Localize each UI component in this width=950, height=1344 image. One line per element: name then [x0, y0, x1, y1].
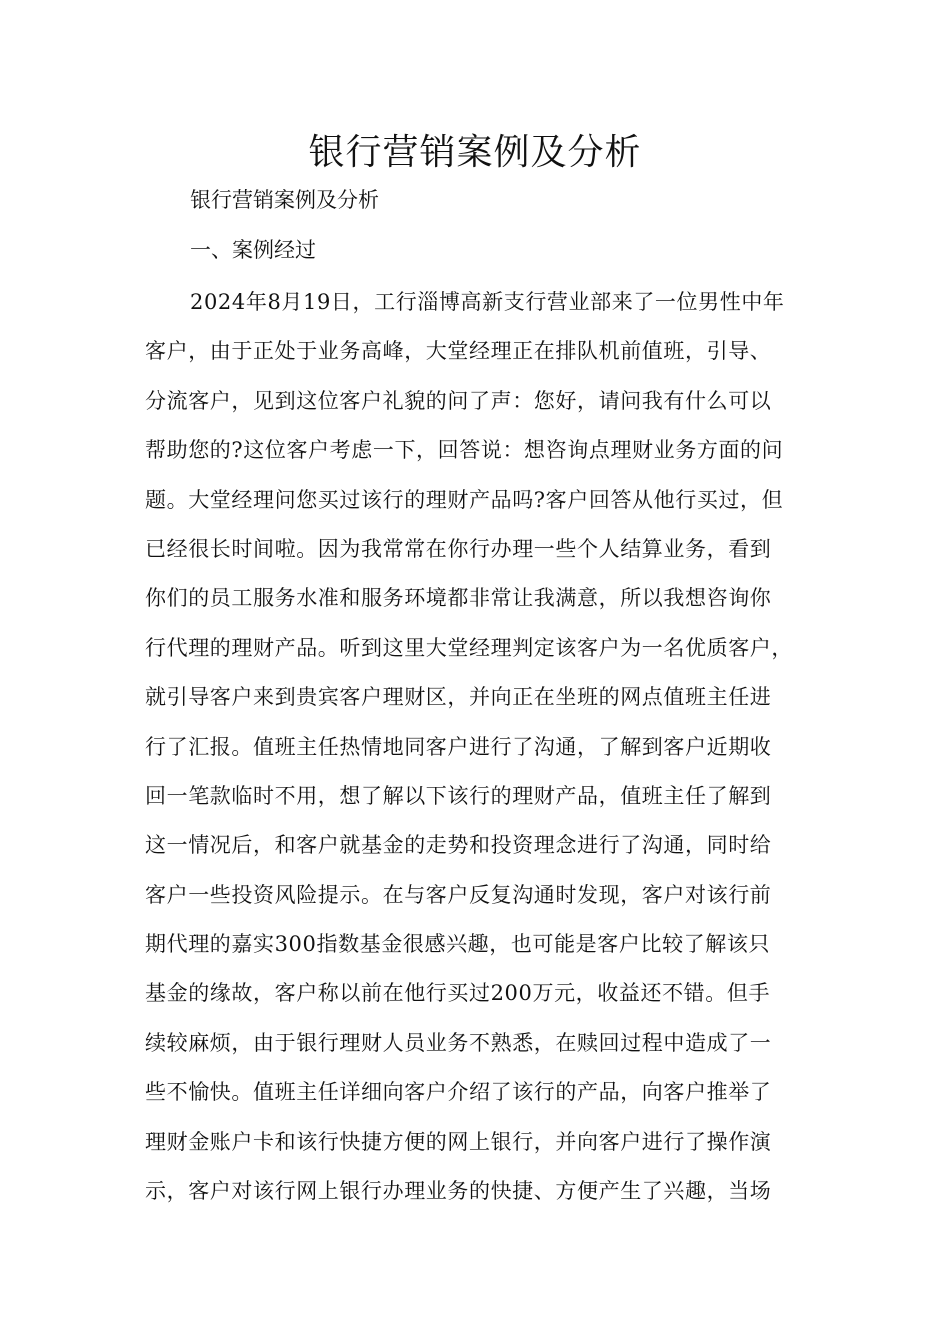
page-title: 银行营销案例及分析	[308, 132, 642, 173]
body-line: 帮助您的?这位客户考虑一下，回答说：想咨询点理财业务方面的问	[145, 438, 784, 463]
body-line: 这一情况后，和客户就基金的走势和投资理念进行了沟通，同时给	[145, 833, 772, 858]
body-line: 理财金账户卡和该行快捷方便的网上银行，并向客户进行了操作演	[145, 1129, 772, 1154]
body-line: 题。大堂经理问您买过该行的理财产品吗?客户回答从他行买过，但	[145, 487, 784, 512]
body-line: 客户，由于正处于业务高峰，大堂经理正在排队机前值班，引导、	[145, 339, 772, 364]
body-line: 分流客户，见到这位客户礼貌的问了声：您好，请问我有什么可以	[145, 388, 772, 413]
body-line: 就引导客户来到贵宾客户理财区，并向正在坐班的网点值班主任进	[145, 685, 772, 710]
body-line: 行了汇报。值班主任热情地同客户进行了沟通，了解到客户近期收	[145, 734, 772, 759]
body-line: 已经很长时间啦。因为我常常在你行办理一些个人结算业务，看到	[145, 536, 772, 561]
document-subtitle: 银行营销案例及分析	[190, 188, 379, 212]
body-line: 行代理的理财产品。听到这里大堂经理判定该客户为一名优质客户，	[145, 635, 793, 660]
body-line: 些不愉快。值班主任详细向客户介绍了该行的产品，向客户推举了	[145, 1080, 772, 1105]
body-line: 2024年8月19日，工行淄博高新支行营业部来了一位男性中年	[190, 290, 785, 314]
body-line: 示，客户对该行网上银行办理业务的快捷、方便产生了兴趣，当场	[145, 1179, 772, 1204]
section-heading: 一、案例经过	[190, 238, 316, 262]
body-line: 客户一些投资风险提示。在与客户反复沟通时发现，客户对该行前	[145, 882, 772, 907]
body-paragraph	[145, 284, 825, 1222]
body-line: 你们的员工服务水准和服务环境都非常让我满意，所以我想咨询你	[145, 586, 772, 611]
body-line: 期代理的嘉实300指数基金很感兴趣，也可能是客户比较了解该只	[145, 932, 771, 957]
body-line: 回一笔款临时不用，想了解以下该行的理财产品，值班主任了解到	[145, 783, 772, 808]
body-line: 续较麻烦，由于银行理财人员业务不熟悉，在赎回过程中造成了一	[145, 1030, 772, 1055]
body-line: 基金的缘故，客户称以前在他行买过200万元，收益还不错。但手	[145, 981, 771, 1006]
